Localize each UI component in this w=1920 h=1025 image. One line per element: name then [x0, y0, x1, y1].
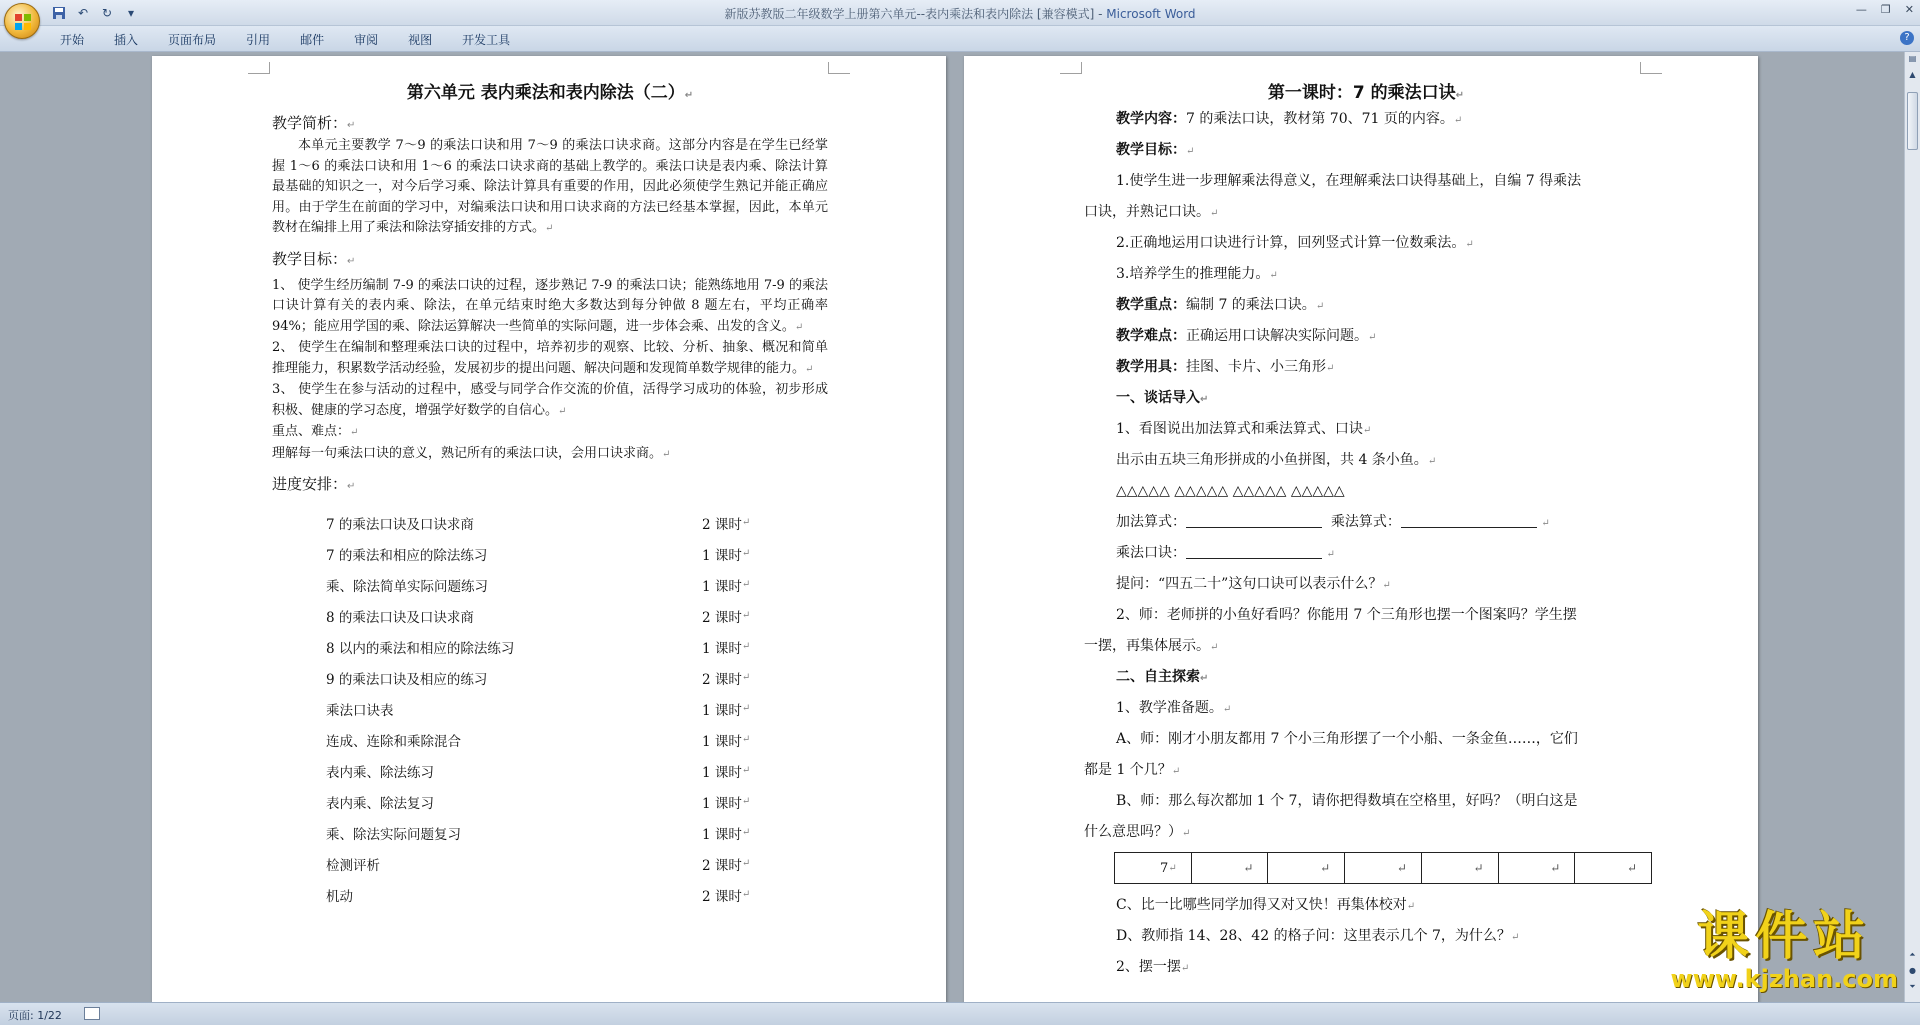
paragraph: 出示由五块三角形拼成的小鱼拼图，共 4 条小鱼。↵ — [1116, 452, 1437, 468]
table-cell[interactable]: 7 ↵ — [1115, 853, 1192, 883]
list-item: 表内乘、除法复习 1 课时 ↵ — [326, 795, 751, 812]
paragraph: 教学目标：↵ — [1116, 142, 1195, 158]
paragraph: 1、教学准备题。↵ — [1116, 700, 1232, 716]
ribbon-tab-row — [0, 26, 1920, 52]
schedule-list — [272, 507, 828, 910]
paragraph: D、教师指 14、28、42 的格子问：这里表示几个 7，为什么？↵ — [1116, 928, 1520, 944]
scroll-thumb[interactable] — [1907, 92, 1918, 150]
prev-page-icon[interactable]: ⏶ — [1909, 950, 1916, 959]
status-bar — [0, 1002, 1920, 1025]
paragraph: 1、看图说出加法算式和乘法算式、口诀↵ — [1116, 421, 1372, 437]
list-item: 9 的乘法口诀及相应的练习 2 课时 ↵ — [326, 671, 751, 688]
paragraph: 1、 使学生经历编制 7-9 的乘法口诀的过程，逐步熟记 7-9 的乘法口诀；能熟练地用 7-9 的乘法口诀计算有关的表内乘、除法，在单元结束时绝大多数达到每分钟做 8 题左右，平均正确率 94%；能应用学国的乘、除法运算解决一些简单的实际问题，进一步体会乘、出发的含义。↵ — [272, 277, 828, 334]
section-heading: 进度安排：↵ — [272, 475, 356, 493]
select-browse-object-icon[interactable]: ● — [1909, 966, 1916, 975]
page-2[interactable] — [964, 56, 1758, 1002]
section-heading: 一、谈话导入↵ — [1116, 390, 1209, 406]
paragraph: 提问：“四五二十”这句口诀可以表示什么？↵ — [1116, 576, 1391, 592]
table-cell[interactable]: ↵ — [1499, 853, 1576, 883]
paragraph: 2、 使学生在编制和整理乘法口诀的过程中，培养初步的观察、比较、分析、抽象、概况和简单推理能力，积累数学活动经验，发展初步的提出问题、解决问题和发现简单数学规律的能力。↵ — [272, 340, 828, 376]
list-item: 乘、除法简单实际问题练习 1 课时 ↵ — [326, 578, 751, 595]
tab-references[interactable]: 引用 — [246, 33, 271, 47]
paragraph: 教学用具：挂图、卡片、小三角形↵ — [1116, 359, 1335, 375]
tab-mailings[interactable]: 邮件 — [300, 33, 325, 47]
paragraph: 一摆，再集体展示。↵ — [1084, 638, 1219, 654]
triangles-row: △△△△△ △△△△△ △△△△△ △△△△△ — [1116, 483, 1345, 499]
page-count[interactable]: 页面: 1/22 — [8, 1009, 62, 1022]
paragraph: 教学难点：正确运用口诀解决实际问题。↵ — [1116, 328, 1377, 344]
list-item: 8 以内的乘法和相应的除法练习 1 课时 ↵ — [326, 640, 751, 657]
window-title: 新版苏教版二年级数学上册第六单元--表内乘法和表内除法 [兼容模式] - Microsoft Word — [724, 7, 1196, 21]
paragraph: 3、 使学生在参与活动的过程中，感受与同学合作交流的价值，活得学习成功的体验，初步形成积极、健康的学习态度，增强学好数学的自信心。↵ — [272, 382, 828, 418]
list-item: 机动 2 课时 ↵ — [326, 888, 751, 905]
list-item: 乘、除法实际问题复习 1 课时 ↵ — [326, 826, 751, 843]
next-page-icon[interactable]: ⏷ — [1909, 982, 1916, 991]
paragraph: 理解每一句乘法口诀的意义，熟记所有的乘法口诀，会用口诀求商。↵ — [272, 445, 671, 461]
minimize-icon[interactable]: — — [1855, 3, 1867, 16]
help-icon[interactable]: ? — [1900, 31, 1914, 45]
list-item: 7 的乘法口诀及口诀求商 2 课时 ↵ — [326, 516, 751, 533]
table-cell[interactable]: ↵ — [1422, 853, 1499, 883]
paragraph: 教学内容：7 的乘法口诀，教材第 70、71 页的内容。↵ — [1116, 111, 1463, 127]
paragraph: 2、师：老师拼的小鱼好看吗？你能用 7 个三角形也摆一个图案吗？学生摆 — [1116, 607, 1577, 623]
fill-in-table — [1114, 852, 1652, 884]
paragraph: 教学重点：编制 7 的乘法口诀。↵ — [1116, 297, 1325, 313]
paragraph: 重点、难点：↵ — [272, 424, 359, 439]
page-title: 第一课时：7 的乘法口诀↵ — [1267, 83, 1465, 103]
vertical-scrollbar[interactable] — [1904, 52, 1920, 1002]
table-cell[interactable]: ↵ — [1192, 853, 1269, 883]
tab-page-layout[interactable]: 页面布局 — [168, 33, 217, 47]
margin-mark — [1640, 62, 1662, 74]
margin-mark — [828, 62, 850, 74]
page-title: 第六单元 表内乘法和表内除法（二）↵ — [406, 83, 694, 103]
restore-icon[interactable]: ❐ — [1880, 3, 1891, 16]
paragraph: 加法算式： 乘法算式： ↵ — [1116, 514, 1550, 530]
list-item: 8 的乘法口诀及口诀求商 2 课时 ↵ — [326, 609, 751, 626]
watermark-logo: 课件站 www.kjzhan.com — [1670, 907, 1898, 993]
scroll-up-icon[interactable]: ▲ — [1909, 70, 1916, 79]
list-item: 7 的乘法和相应的除法练习 1 课时 ↵ — [326, 547, 751, 564]
paragraph: 2.正确地运用口诀进行计算，回列竖式计算一位数乘法。↵ — [1116, 235, 1474, 251]
list-item: 乘法口诀表 1 课时 ↵ — [326, 702, 751, 719]
section-heading: 教学目标：↵ — [272, 249, 356, 268]
tab-review[interactable]: 审阅 — [354, 33, 379, 47]
table-cell[interactable]: ↵ — [1626, 861, 1638, 875]
list-item: 检测评析 2 课时 ↵ — [326, 857, 751, 874]
office-button[interactable] — [4, 3, 40, 39]
blank-line — [1401, 512, 1537, 528]
paragraph: C、比一比哪些同学加得又对又快！再集体校对↵ — [1116, 897, 1416, 913]
margin-mark — [1060, 62, 1082, 74]
tab-insert[interactable]: 插入 — [114, 33, 139, 47]
paragraph: 2、摆一摆↵ — [1116, 959, 1190, 975]
paragraph: 口诀，并熟记口诀。↵ — [1084, 204, 1219, 220]
table-cell[interactable]: ↵ — [1268, 853, 1345, 883]
page-1[interactable] — [152, 56, 946, 1002]
list-item: 表内乘、除法练习 1 课时 ↵ — [326, 764, 751, 781]
ruler-toggle-icon[interactable]: ▤ — [1908, 54, 1917, 63]
title-bar — [0, 0, 1920, 26]
close-icon[interactable]: ✕ — [1904, 3, 1914, 16]
margin-mark — [248, 62, 270, 74]
paragraph: A、师：刚才小朋友都用 7 个小三角形摆了一个小船、一条金鱼……，它们 — [1116, 731, 1578, 747]
proofing-icon[interactable] — [84, 1007, 100, 1020]
section-heading: 二、自主探索↵ — [1116, 669, 1209, 685]
blank-line — [1186, 512, 1322, 528]
blank-line — [1186, 543, 1322, 559]
section-heading: 教学简析：↵ — [272, 114, 356, 132]
paragraph: 乘法口诀： ↵ — [1116, 545, 1335, 561]
paragraph: 3.培养学生的推理能力。↵ — [1116, 266, 1278, 282]
paragraph: 什么意思吗？）↵ — [1084, 824, 1191, 840]
tab-view[interactable]: 视图 — [408, 33, 433, 47]
tab-home[interactable]: 开始 — [60, 33, 85, 47]
tab-developer[interactable]: 开发工具 — [462, 33, 511, 47]
paragraph: B、师：那么每次都加 1 个 7，请你把得数填在空格里，好吗？（明白这是 — [1116, 793, 1578, 809]
office-logo-icon — [14, 13, 32, 31]
undo-icon[interactable]: ↶ — [77, 6, 89, 20]
customize-qat-icon[interactable]: ▾ — [127, 6, 135, 20]
paragraph: 都是 1 个几？↵ — [1084, 762, 1181, 778]
redo-icon[interactable]: ↻ — [101, 6, 113, 20]
document-area — [0, 52, 1904, 1002]
paragraph: 1.使学生进一步理解乘法得意义，在理解乘法口诀得基础上，自编 7 得乘法 — [1116, 173, 1582, 189]
window-controls — [1856, 3, 1914, 16]
list-item: 连成、连除和乘除混合 1 课时 ↵ — [326, 733, 751, 750]
table-cell[interactable]: ↵ — [1345, 853, 1422, 883]
paragraph: 本单元主要教学 7～9 的乘法口诀和用 7～9 的乘法口诀求商。这部分内容是在学生已经掌握 1～6 的乘法口诀和用 1～6 的乘法口诀求商的基础上教学的。乘法口诀是表内乘、除法计算最基础的知识之一，对今后学习乘、除法计算具有重要的作用，因此必须使学生熟记并能正确应用。由于学生在前面的学习中，对编乘法口诀和用口诀求商的方法已经基本掌握，因此，本单元教材在编排上用了乘法和除法穿插安排的方式。↵ — [272, 138, 828, 235]
